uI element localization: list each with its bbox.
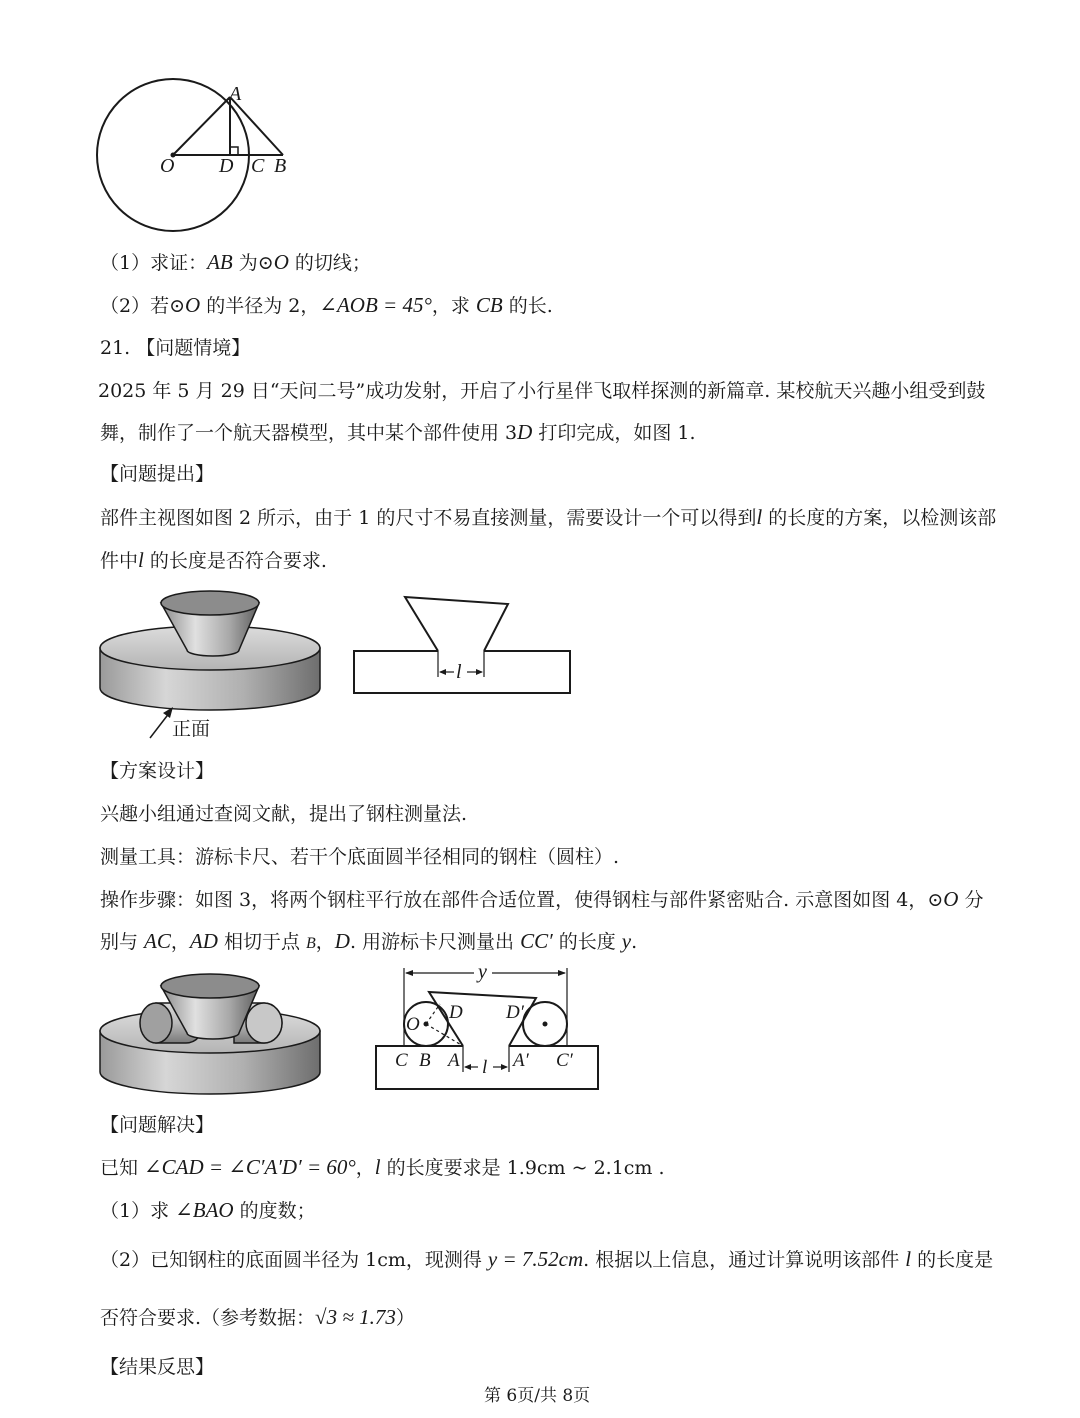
section-result-reflection: 【结果反思】 xyxy=(100,1356,215,1378)
design-line3: 操作步骤：如图 3，将两个钢柱平行放在部件合适位置，使得钢柱与部件紧密贴合. 示意图如图 4，⊙O 分 xyxy=(100,887,984,911)
fig4-label-O: O xyxy=(406,1014,420,1035)
sub-question-1: （1）求 ∠BAO 的度数； xyxy=(100,1198,316,1222)
label-O: O xyxy=(160,155,175,177)
fig4-label-A: A xyxy=(448,1050,460,1071)
section-problem-raise: 【问题提出】 xyxy=(100,463,215,485)
label-B: B xyxy=(274,155,287,177)
q21-heading: 21. 【问题情境】 xyxy=(100,337,251,359)
fig2-l-label: l xyxy=(456,661,462,683)
label-D: D xyxy=(219,155,234,177)
fig4-label-Ap: A′ xyxy=(513,1050,529,1071)
q21-para1-line2: 舞，制作了一个航天器模型，其中某个部件使用 3D 打印完成，如图 1. xyxy=(100,420,696,444)
fig4-label-D: D xyxy=(449,1002,463,1023)
q21-para2-line1: 部件主视图如图 2 所示，由于 1 的尺寸不易直接测量，需要设计一个可以得到l 的长度的方案，以检测该部 xyxy=(100,505,997,529)
fig4-label-Dp: D′ xyxy=(506,1002,524,1023)
q21-para1-line1: 2025 年 5 月 29 日“天问二号”成功发射，开启了小行星伴飞取样探测的新篇章. 某校航天兴趣小组受到鼓 xyxy=(98,380,986,402)
sub-question-2-line1: （2）已知钢柱的底面圆半径为 1cm，现测得 y = 7.52cm. 根据以上信息，通过计算说明该部件 l 的长度是 xyxy=(100,1247,994,1271)
fig4-label-B: B xyxy=(419,1050,431,1071)
design-line1: 兴趣小组通过查阅文献，提出了钢柱测量法. xyxy=(100,803,468,825)
page-footer: 第 6页/共 8页 xyxy=(484,1386,591,1406)
design-line4: 别与 AC，AD 相切于点 B，D. 用游标卡尺测量出 CC′ 的长度 y. xyxy=(100,929,638,953)
fig4-label-l: l xyxy=(482,1057,488,1078)
q20-part1: （1）求证：AB 为⊙O 的切线； xyxy=(100,250,371,274)
q21-para2-line2: 件中l 的长度是否符合要求. xyxy=(100,548,327,572)
section-scheme-design: 【方案设计】 xyxy=(100,760,215,782)
design-line2: 测量工具：游标卡尺、若干个底面圆半径相同的钢柱（圆柱）. xyxy=(100,846,620,868)
solve-given: 已知 ∠CAD = ∠C′A′D′ = 60°，l 的长度要求是 1.9cm ~ 2.1cm . xyxy=(100,1155,665,1179)
fig4-label-C: C xyxy=(395,1050,408,1071)
q20-part2: （2）若⊙O 的半径为 2，∠AOB = 45°，求 CB 的长. xyxy=(100,293,553,317)
label-A: A xyxy=(229,83,242,105)
section-problem-solve: 【问题解决】 xyxy=(100,1114,215,1136)
label-C: C xyxy=(251,155,265,177)
fig4-label-y: y xyxy=(478,961,487,983)
sub-question-2-line2: 否符合要求.（参考数据：√3 ≈ 1.73） xyxy=(100,1305,415,1329)
fig4-label-Cp: C′ xyxy=(556,1050,573,1071)
fig1-front-label: 正面 xyxy=(172,718,211,740)
